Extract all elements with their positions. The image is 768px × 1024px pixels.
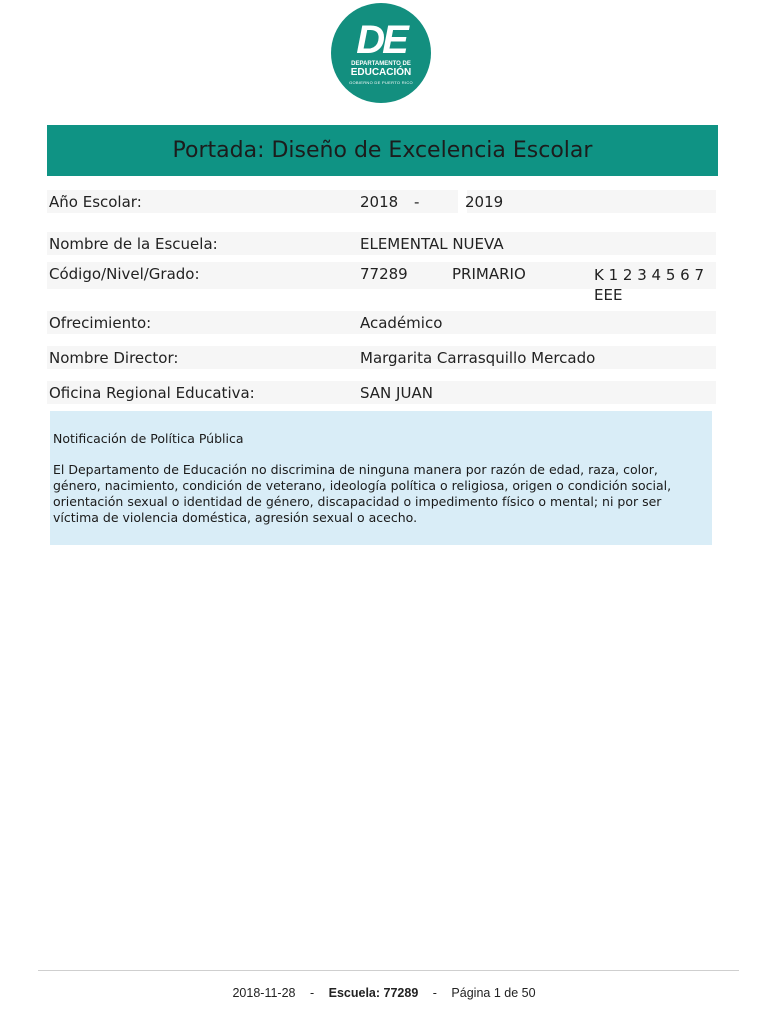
school-year-dash: - [414,193,420,211]
footer-separator: - [309,986,315,1000]
school-year-end: 2019 [465,193,504,211]
footer-divider [38,970,739,971]
footer-date: 2018-11-28 [232,986,296,1000]
director-row [47,346,716,369]
school-year-start: 2018 [360,193,399,211]
footer-school: Escuela: 77289 [328,986,419,1000]
logo-line-department: DEPARTAMENTO DE [351,60,411,67]
director-label: Nombre Director: [49,349,179,367]
director-value: Margarita Carrasquillo Mercado [360,349,596,367]
offering-value: Académico [360,314,443,332]
logo-line-education: EDUCACIÓN [350,66,412,78]
school-level-value: PRIMARIO [452,265,526,283]
title-banner [47,125,718,176]
school-grades-value: K 1 2 3 4 5 6 7 [594,266,705,284]
footer-separator: - [432,986,437,1000]
code-level-grade-row [47,262,716,304]
regional-office-row [47,381,716,404]
offering-row [47,311,716,334]
regional-office-value: SAN JUAN [360,384,433,402]
school-name-value: ELEMENTAL NUEVA [360,235,504,253]
page-title: Portada: Diseño de Excelencia Escolar [172,138,593,163]
school-code-value: 77289 [360,265,408,283]
school-grades-extra: EEE [594,286,623,304]
policy-notice-title: Notificación de Política Pública [53,431,244,446]
logo-line-government: GOBIERNO DE PUERTO RICO [349,79,413,85]
code-level-grade-label: Código/Nivel/Grado: [49,265,200,283]
department-logo [331,3,431,103]
school-year-label: Año Escolar: [49,193,142,211]
school-year-row [47,190,716,213]
policy-notice-body: El Departamento de Educación no discrimina de ninguna manera por razón de edad, raza, color, género, nacimiento, condición de veterano, ideología política o religiosa, origen o condición social, orientación sexual o identidad de género, discapacidad o impedimento físico o mental; ni por ser víctima de violencia doméstica, agresión sexual o acecho. [53,462,672,525]
page-footer [0,986,768,1000]
school-name-row [47,232,716,255]
footer-page-number: Página 1 de 50 [451,986,536,1000]
policy-notice [50,411,712,545]
logo-mark: DE [356,17,406,62]
offering-label: Ofrecimiento: [49,314,152,332]
regional-office-label: Oficina Regional Educativa: [49,384,255,402]
school-name-label: Nombre de la Escuela: [49,235,218,253]
